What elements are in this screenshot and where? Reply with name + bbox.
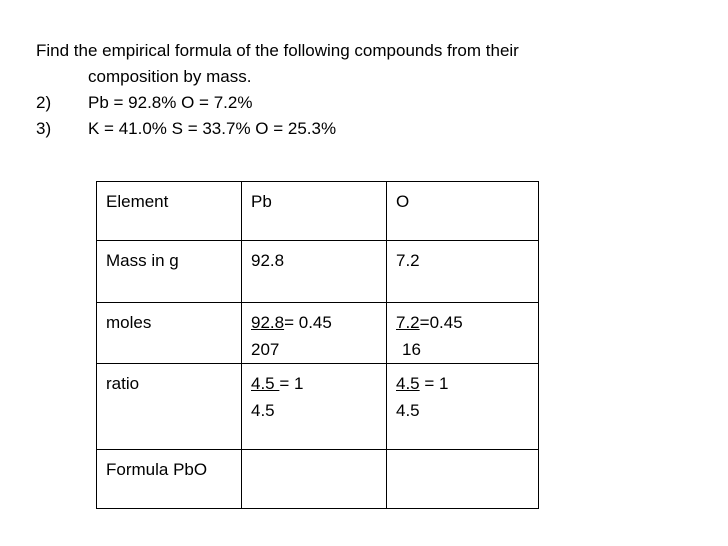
- ratio-pb-result: = 1: [279, 374, 304, 393]
- ratio-pb: [242, 364, 387, 450]
- moles-pb-numerator: 92.8: [251, 313, 285, 332]
- table-row-moles: [97, 303, 539, 364]
- ratio-o-denominator: 4.5: [396, 401, 420, 420]
- ratio-pb-numerator: 4.5: [251, 374, 280, 393]
- moles-o: [387, 303, 539, 364]
- ratio-o-numerator: 4.5: [396, 374, 420, 393]
- moles-o-result: =0.45: [419, 313, 463, 332]
- mass-o: 7.2: [387, 241, 539, 303]
- question-lead-line-1: Find the empirical formula of the following compounds from their: [36, 41, 519, 60]
- item-number: 3): [36, 119, 52, 138]
- table-row-ratio: [97, 364, 539, 450]
- table-row-header: [97, 182, 539, 241]
- empirical-formula-table: [96, 181, 539, 509]
- moles-o-denominator: 16: [402, 340, 421, 359]
- question-lead-line-2: composition by mass.: [88, 67, 252, 86]
- ratio-o: [387, 364, 539, 450]
- table-row-formula: [97, 450, 539, 509]
- question-item-3: [36, 116, 716, 142]
- mass-pb: 92.8: [242, 241, 387, 303]
- ratio-o-result: = 1: [419, 374, 449, 393]
- formula-o: [387, 450, 539, 509]
- item-text: Pb = 92.8% O = 7.2%: [88, 93, 253, 112]
- formula-pb: [242, 450, 387, 509]
- header-o: O: [387, 182, 539, 241]
- header-element: Element: [97, 182, 242, 241]
- header-pb: Pb: [242, 182, 387, 241]
- ratio-o-numerator-line: [396, 370, 538, 397]
- moles-label: moles: [97, 303, 242, 364]
- formula-label: Formula PbO: [97, 450, 242, 509]
- moles-pb: [242, 303, 387, 364]
- moles-o-numerator-line: [396, 309, 538, 336]
- ratio-pb-numerator-line: [251, 370, 386, 397]
- table-row-mass: [97, 241, 539, 303]
- moles-o-numerator: 7.2: [396, 313, 420, 332]
- moles-pb-numerator-line: [251, 309, 386, 336]
- question-text: [36, 38, 716, 142]
- item-text: K = 41.0% S = 33.7% O = 25.3%: [88, 119, 337, 138]
- moles-pb-result: = 0.45: [284, 313, 332, 332]
- item-number: 2): [36, 93, 52, 112]
- question-item-2: [36, 90, 716, 116]
- ratio-pb-denominator: 4.5: [251, 401, 275, 420]
- moles-pb-denominator: 207: [251, 340, 280, 359]
- mass-label: Mass in g: [97, 241, 242, 303]
- ratio-label: ratio: [97, 364, 242, 450]
